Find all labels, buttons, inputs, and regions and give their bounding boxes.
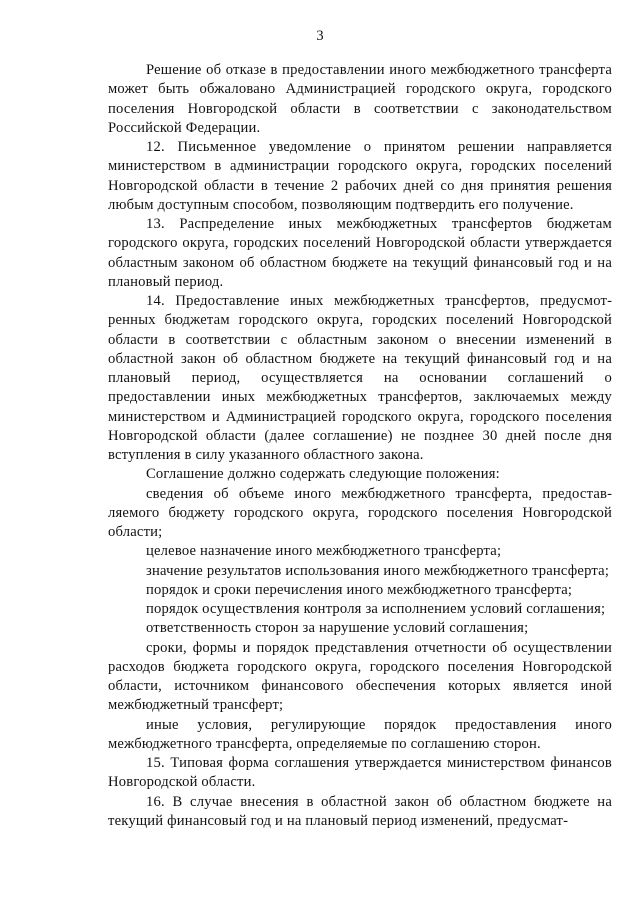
document-body [108, 61, 612, 831]
list-item-reporting: сроки, формы и порядок представления отчетности об осуществлении расходов бюджета городского округа, городского поселения Новгородской области, источником финансового обеспечения которых является иной межбюджетный трансферт; [108, 639, 612, 714]
paragraph-15-standard-form: 15. Типовая форма соглашения утверждается министерством финансов Новгородской области. [108, 755, 612, 791]
paragraph-12-notification: 12. Письменное уведомление о принятом решении направляется министерством в администрации городского округа, городских поселений Новгородской области в течение 2 рабочих дней со дня принятия решения любым доступным способом, позволяющим подтвердить его получение. [108, 139, 612, 213]
list-item-control-procedure: порядок осуществления контроля за исполнением условий соглашения; [146, 601, 606, 617]
paragraph-appeal-refusal: Решение об отказе в предоставлении иного межбюджетного трансферта может быть обжаловано Администрацией городского округа, городского поселения Новгородской области в соответствии с законодательством Российской Федерации. [108, 62, 612, 136]
list-item-purpose: целевое назначение иного межбюджетного трансферта; [146, 543, 502, 560]
list-item-transfer-amount: сведения об объеме иного межбюджетного трансферта, предоставляемого бюджету городского округа, городского поселения Новгородской области; [108, 485, 612, 540]
list-item-results-value: значение результатов использования иного межбюджетного трансферта; [146, 562, 610, 579]
paragraph-16-amendments: 16. В случае внесения в областной закон об областном бюджете на текущий финансовый год и на плановый период изменений, предусмат- [108, 793, 612, 829]
list-item-other-conditions: иные условия, регулирующие порядок предоставления иного межбюджетного трансферта, определяемые по соглашению сторон. [108, 716, 612, 752]
page-number: 3 [316, 28, 324, 44]
paragraph-14-provision: 14. Предоставление иных межбюджетных трансфертов, предусмотренных бюджетам городского округа, городских поселений Новгородской области в соответствии с областным законом о внесении изменений в областной закон об областном бюджете на текущий финансовый год и на плановый период, осуществляется на основании соглашений о предоставлении иных межбюджетных трансфертов, заключаемых между министерством и Администрацией городского округа, городского поселения Новгородской области (далее соглашение) не позднее 30 дней после дня вступления в силу указанного областного закона. [108, 293, 612, 463]
paragraph-13-distribution: 13. Распределение иных межбюджетных трансфертов бюджетам городского округа, городских поселений Новгородской области утверждается областным законом об областном бюджете на текущий финансовый год и на плановый период. [108, 216, 612, 290]
paragraph-agreement-provisions-intro: Соглашение должно содержать следующие положения: [146, 466, 500, 483]
list-item-liability: ответственность сторон за нарушение условий соглашения; [146, 620, 529, 637]
list-item-transfer-schedule: порядок и сроки перечисления иного межбюджетного трансферта; [146, 581, 573, 598]
